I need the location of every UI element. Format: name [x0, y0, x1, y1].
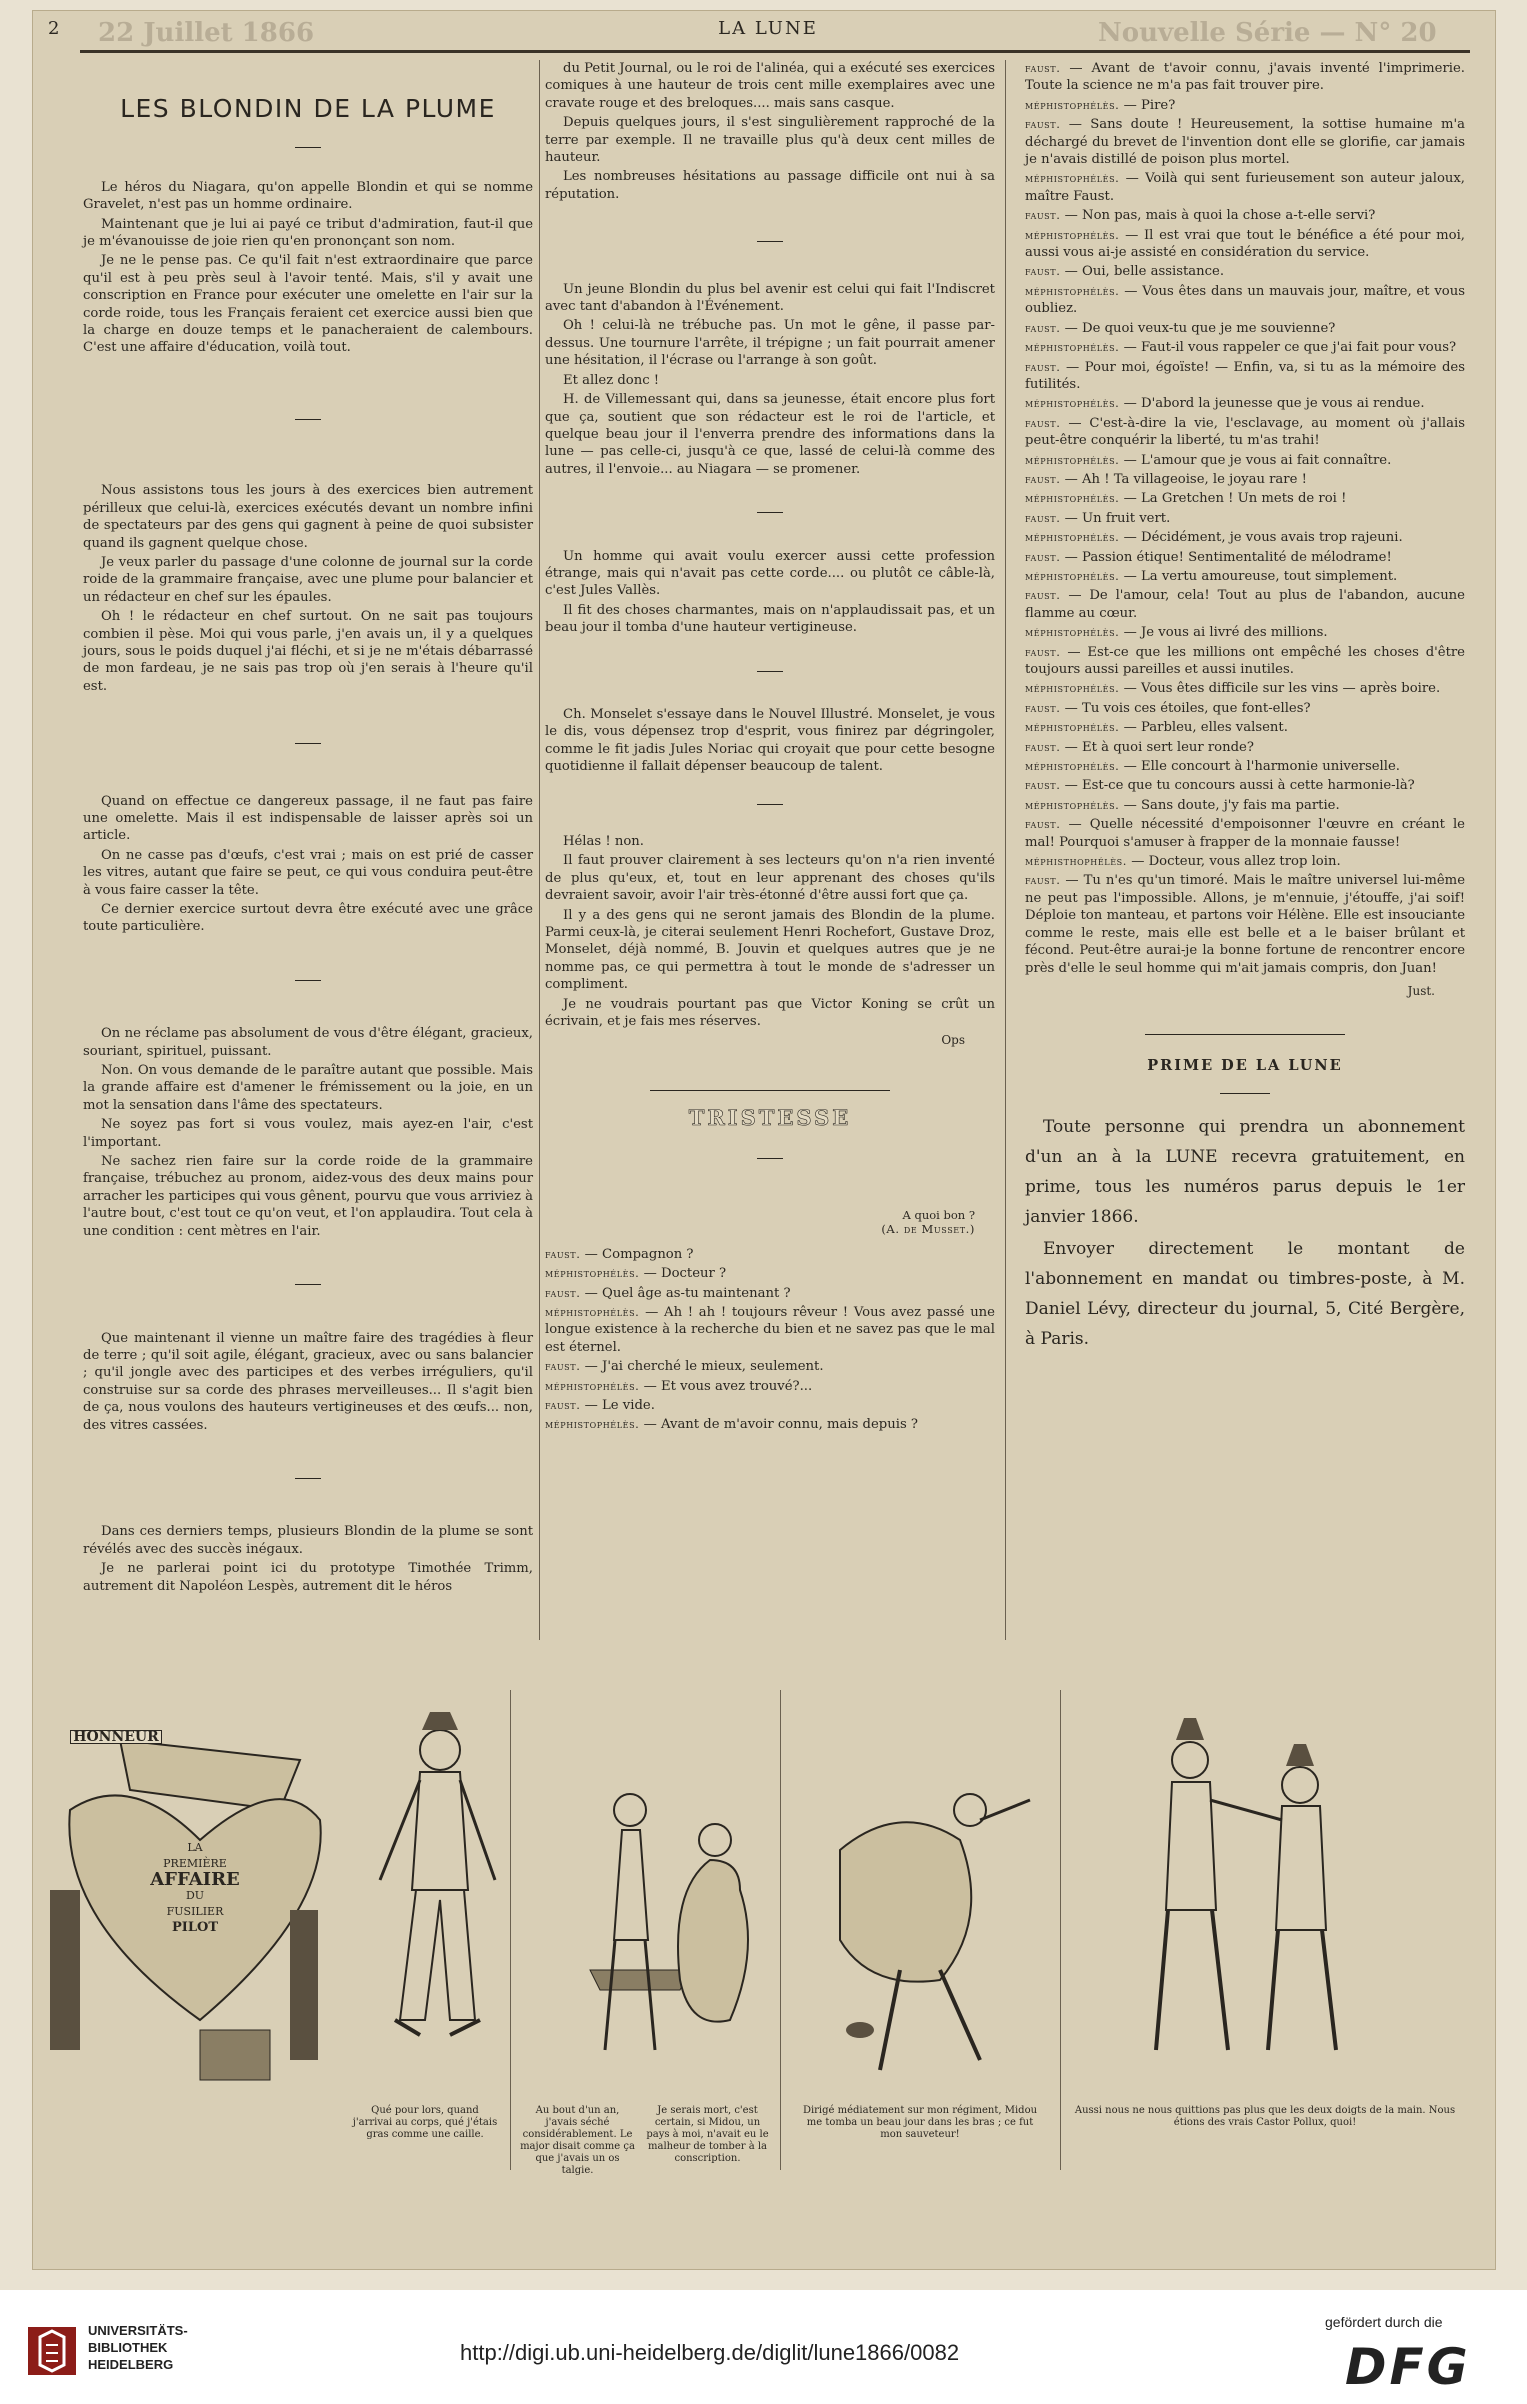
dialogue-line — [1025, 320, 1465, 337]
dialogue-line — [1025, 207, 1465, 224]
paragraph: Depuis quelques jours, il s'est singulièrement rapproché de la terre par exemple. Il ne travaille plus qu'à deux cent milles de hauteur. — [545, 115, 995, 166]
paragraph: Je ne parlerai point ici du prototype Timothée Trimm, autrement dit Napoléon Lespès, autrement dit le héros — [83, 1561, 533, 1594]
dialogue-text: — Ah ! ah ! toujours rêveur ! Vous avez passé une longue existence à la recherche du bien et ne savez pas que le mal est éternel. — [545, 1304, 995, 1355]
dialogue-line — [1025, 549, 1465, 566]
dialogue-text: — Sans doute ! Heureusement, la sottise humaine m'a déchargé du brevet de l'invention dont elle se glorifie, car jamais je n'avais distillé de poison plus mortel. — [1025, 117, 1465, 168]
paragraph: Un jeune Blondin du plus bel avenir est celui qui fait l'Indiscret avec tant d'abandon à l'Événement. — [545, 281, 995, 315]
funding-note: gefördert durch die — [1325, 2314, 1443, 2330]
paragraph: Je ne le pense pas. Ce qu'il fait n'est extraordinaire que parce qu'il est à peu près seul à l'avoir tenté. Mais, s'il y avait une conscription en France pour exécuter une omelette en l'air sur la corde roide, tous les Français feraient cet exercice aussi bien que la charge en douze temps et le panacheraient de calembours. C'est une affaire d'éducation, voilà tout. — [83, 253, 533, 356]
signature: Just. — [1407, 983, 1435, 998]
dialogue-text: — Sans doute, j'y fais ma partie. — [1123, 797, 1340, 813]
paragraph: Je veux parler du passage d'une colonne de journal sur la corde roide de la grammaire française, avec une plume pour balancier et un rédacteur en chef sur les épaules. — [83, 554, 533, 605]
article-title: LES BLONDIN DE LA PLUME — [120, 94, 496, 123]
university-seal-icon — [26, 2325, 78, 2377]
heart-line: PREMIÈRE — [163, 1857, 227, 1870]
speaker-name: faust. — [1025, 471, 1061, 486]
paragraph: Les nombreuses hésitations au passage difficile ont nui à sa réputation. — [545, 169, 995, 202]
dialogue-line — [1025, 490, 1465, 507]
speaker-name: faust. — [1025, 61, 1061, 75]
section-separator — [83, 139, 533, 156]
speaker-name: faust. — [1025, 700, 1061, 715]
column-2 — [545, 60, 995, 1436]
heart-inscription — [110, 1840, 280, 1936]
cartoon-panel-2 — [510, 1690, 781, 2176]
speaker-name: méphistophélès. — [545, 1417, 640, 1432]
speaker-name: méphistophélès. — [1025, 283, 1120, 298]
cartoon-caption: Qué pour lors, quand j'arrivai au corps, qué j'étais gras comme une caille. — [352, 2105, 498, 2140]
dialogue-line — [1025, 170, 1465, 205]
dialogue-line — [1025, 624, 1465, 641]
dialogue-text: — Avant de m'avoir connu, mais depuis ? — [643, 1417, 918, 1433]
speaker-name: méphistophélès. — [1025, 759, 1120, 774]
dialogue-line — [1025, 700, 1465, 717]
dialogue-text: — J'ai cherché le mieux, seulement. — [584, 1359, 824, 1375]
paragraph: On ne casse pas d'œufs, c'est vrai ; mais on est prié de casser les vitres, autant que faire se peut, ce qui vous conduira peut-être à vous faire casser la tête. — [83, 847, 533, 898]
speaker-name: méphistophélès. — [1025, 681, 1120, 696]
paragraph: Il fit des choses charmantes, mais on n'applaudissait pas, et un beau jour il tomba d'une hauteur vertigineuse. — [545, 602, 995, 636]
speaker-name: faust. — [545, 1397, 581, 1412]
speaker-name: méphistophélès. — [1025, 452, 1120, 467]
speaker-name: faust. — [545, 1246, 581, 1261]
dialogue-line — [1025, 60, 1465, 95]
university-name — [88, 2322, 188, 2373]
paragraph: On ne réclame pas absolument de vous d'être élégant, gracieux, souriant, spirituel, puissant. — [83, 1026, 533, 1059]
dialogue-text: — Quel âge as-tu maintenant ? — [584, 1285, 791, 1301]
cartoon-panel-4 — [1060, 1690, 1470, 2170]
dialogue-line — [545, 1265, 995, 1282]
two-soldiers-illustration — [1060, 1690, 1470, 2170]
dialogue-line — [1025, 568, 1465, 585]
dialogue-text: — Docteur, vous allez trop loin. — [1131, 854, 1341, 870]
title-rule — [1220, 1093, 1270, 1094]
paragraph: Quand on effectue ce dangereux passage, il ne faut pas faire une omelette. Mais il est indispensable de laisser après soi un article. — [83, 793, 533, 844]
section-separator — [83, 972, 533, 989]
speaker-name: faust. — [1025, 415, 1061, 430]
cartoon-panel-3 — [780, 1690, 1061, 2170]
speaker-name: faust. — [1025, 117, 1061, 132]
section-separator — [545, 796, 995, 813]
dialogue-text: — Parbleu, elles valsent. — [1123, 720, 1288, 736]
page-number: 2 — [48, 18, 60, 39]
dialogue-line — [1025, 719, 1465, 736]
dialogue-text: — La vertu amoureuse, tout simplement. — [1123, 568, 1398, 584]
dialogue-text: — Vous êtes difficile sur les vins — après boire. — [1123, 681, 1441, 697]
dialogue-text: — Ah ! Ta villageoise, le joyau rare ! — [1064, 471, 1307, 487]
dialogue-line — [545, 1304, 995, 1356]
speaker-name: faust. — [1025, 359, 1061, 374]
speaker-name: faust. — [1025, 549, 1061, 564]
dialogue-line — [1025, 510, 1465, 527]
honneur-banner: HONNEUR — [70, 1730, 162, 1744]
dialogue-text: — Décidément, je vous avais trop rajeuni. — [1123, 530, 1403, 546]
prime-title: PRIME DE LA LUNE — [1147, 1057, 1343, 1075]
column-1 — [83, 60, 533, 1597]
dialogue-text: — Et vous avez trouvé?... — [643, 1378, 813, 1394]
paragraph: Hélas ! non. — [563, 834, 644, 849]
section-separator — [83, 735, 533, 752]
speaker-name: méphistophélès. — [1025, 491, 1120, 506]
paragraph: Que maintenant il vienne un maître faire des tragédies à fleur de terre ; qu'il soit agile, élégant, gracieux, avec ou sans balancier ; qu'il jongle avec des participes et des verbes irréguliers, qu'il construise sur sa corde des phrases merveilleuses... Il s'agit bien de ça, nous voulons des hauteurs vertigineuses et des œufs... non, des vitres cassées. — [83, 1330, 533, 1433]
dialogue-line — [545, 1416, 995, 1433]
heart-line: LA — [187, 1841, 203, 1854]
prime-paragraph: Toute personne qui prendra un abonnement d'un an à la LUNE recevra gratuitement, en prime, tous les numéros parus depuis le 1er janvier 1866. — [1025, 1116, 1465, 1227]
dialogue-line — [1025, 283, 1465, 318]
heart-line: DU — [185, 1889, 205, 1902]
dialogue-text: — Je vous ai livré des millions. — [1123, 625, 1328, 641]
carrying-soldier-illustration — [780, 1690, 1060, 2170]
paragraph: Je ne voudrais pourtant pas que Victor Koning se crût un écrivain, et je fais mes réserves. — [545, 996, 995, 1030]
dialogue-text: — L'amour que je vous ai fait connaître. — [1123, 452, 1392, 468]
paragraph: Un homme qui avait voulu exercer aussi cette profession étrange, mais qui n'avait pas cette corde.... ou plutôt ce câble-là, c'est Jules Vallès. — [545, 548, 995, 599]
dialogue-line — [1025, 872, 1465, 976]
paragraph: Et allez donc ! — [563, 372, 660, 388]
paragraph: Ce dernier exercice surtout devra être exécuté avec une grâce toute particulière. — [83, 902, 533, 935]
dialogue-line — [1025, 452, 1465, 469]
speaker-name: faust. — [1025, 817, 1061, 832]
article-title: TRISTESSE — [688, 1104, 852, 1130]
column-3 — [1025, 60, 1465, 1356]
speaker-name: méphistophélès. — [1025, 340, 1120, 355]
dialogue-line — [1025, 644, 1465, 679]
speaker-name: faust. — [1025, 510, 1061, 525]
dialogue-line — [1025, 758, 1465, 775]
speaker-name: méphistophélès. — [545, 1378, 640, 1393]
signature: Ops — [941, 1033, 965, 1048]
masthead-rule — [80, 50, 1470, 53]
section-separator — [83, 411, 533, 428]
paragraph: Maintenant que je lui ai payé ce tribut d'admiration, faut-il que je m'évanouisse de joie rien qu'en prononçant son nom. — [83, 216, 533, 250]
speaker-name: méphistophélès. — [1025, 97, 1120, 112]
cartoon-panel-1 — [50, 1690, 511, 2170]
dialogue-line — [1025, 587, 1465, 622]
paragraph: Oh ! le rédacteur en chef surtout. On ne sait pas toujours combien il pèse. Moi qui vous parle, j'en avais un, il y a quelques jours, sous le poids duquel j'ai fléchi, et si je ne m'étais débarrassé de mon fardeau, je ne sais pas trop où j'en serais à l'heure qu'il est. — [83, 609, 533, 694]
cartoon-caption: Aussi nous ne nous quittions pas plus que les deux doigts de la main. Nous étions des vrais Castor Pollux, quoi! — [1074, 2105, 1456, 2128]
section-separator — [545, 233, 995, 250]
dialogue — [1025, 60, 1465, 977]
speaker-name: faust. — [1025, 644, 1061, 659]
dialogue-text: — Quelle nécessité d'empoisonner l'œuvre en créant le mal! Pourquoi s'amuser à frapper de la monnaie fausse! — [1025, 817, 1465, 850]
dialogue-line — [545, 1378, 995, 1395]
heart-line: PILOT — [172, 1920, 218, 1935]
speaker-name: faust. — [1025, 264, 1061, 279]
dialogue-line — [1025, 471, 1465, 488]
prime-paragraph: Envoyer directement le montant de l'abonnement en mandat ou timbres-poste, à M. Daniel Lévy, directeur du journal, 5, Cité Bergère, à Paris. — [1025, 1238, 1465, 1349]
dialogue-text: — De l'amour, cela! Tout au plus de l'abandon, aucune flamme au cœur. — [1025, 588, 1465, 621]
show-through-date: 22 Juillet 1866 — [98, 18, 315, 48]
speaker-name: faust. — [1025, 739, 1061, 754]
speaker-name: faust. — [1025, 873, 1061, 888]
dialogue-text: — Voilà qui sent furieusement son auteur jaloux, maître Faust. — [1025, 171, 1466, 204]
dialogue-text: — Tu n'es qu'un timoré. Mais le maître universel lui-même ne peut pas l'impossible. Allons, je m'ennuie, j'étouffe, j'ai soif! Déploie ton manteau, et partons voir Hélène. Elle est insouciante comme le reste, mais elle est belle et a le baiser brûlant et fécond. Peut-être aurai-je la bonne fortune de rencontrer encore près d'elle le seul homme qui m'ait jamais compris, don Juan! — [1025, 873, 1465, 976]
dialogue-line — [1025, 415, 1465, 450]
dialogue-text: — Pour moi, égoïste! — Enfin, va, si tu as la mémoire des futilités. — [1025, 359, 1465, 392]
epigraph — [545, 1208, 975, 1236]
dialogue-text: — D'abord la jeunesse que je vous ai rendue. — [1123, 396, 1425, 412]
speaker-name: méphistophélès. — [1025, 227, 1120, 242]
dialogue-line — [1025, 739, 1465, 756]
dialogue-text: — Et à quoi sert leur ronde? — [1064, 739, 1254, 755]
epigraph-line: A quoi bon ? — [902, 1207, 975, 1222]
column-divider — [1005, 60, 1006, 1640]
speaker-name: faust. — [545, 1359, 581, 1374]
dialogue-line — [1025, 339, 1465, 356]
section-separator — [545, 663, 995, 680]
dialogue-line — [1025, 853, 1465, 870]
speaker-name: faust. — [1025, 588, 1061, 603]
paragraph: Nous assistons tous les jours à des exercices bien autrement périlleux que celui-là, exercices exécutés devant un nombre infini de spectateurs par des gens qui gagnent à peine de quoi subsister quand ils gagnent quelque chose. — [83, 483, 533, 551]
university-line: HEIDELBERG — [88, 2357, 174, 2372]
show-through-issue: Nouvelle Série — N° 20 — [1098, 18, 1437, 48]
heart-line: AFFAIRE — [150, 1869, 240, 1890]
dialogue-text: — C'est-à-dire la vie, l'esclavage, au moment où j'allais peut-être conquérir la liberté, tu m'as trahi! — [1025, 415, 1465, 449]
section-separator — [83, 1470, 533, 1487]
dialogue-text: — De quoi veux-tu que je me souvienne? — [1064, 320, 1336, 336]
dialogue-line — [1025, 263, 1465, 280]
paragraph: Ne sachez rien faire sur la corde roide de la grammaire française, trébuchez au pronom, aidez-vous des deux mains pour arracher les participes qui vous gênent, pourvu que vous arriviez à l'autre bout, c'est tout ce qu'on veut, et l'on applaudira. Tout cela à une condition : cent mètres en l'air. — [83, 1154, 533, 1239]
dialogue-line — [1025, 116, 1465, 168]
article-rule — [650, 1090, 890, 1091]
cartoon-caption: Au bout d'un an, j'avais séché considérablement. Le major disait comme ça que j'avais un os talgie. — [520, 2105, 635, 2176]
paragraph: Non. On vous demande de le paraître autant que possible. Mais la grande affaire est d'amener le frémissement ou la joie, en un mot la sensation dans l'âme des spectateurs. — [83, 1063, 533, 1113]
cartoon-strip — [50, 1690, 1470, 2176]
speaker-name: méphistophélès. — [1025, 530, 1120, 545]
masthead — [48, 18, 1478, 46]
dialogue-text: — Oui, belle assistance. — [1064, 264, 1225, 280]
paragraph: H. de Villemessant qui, dans sa jeunesse, était encore plus fort que ça, soutient que son rédacteur est le roi de l'article, et quelque beau jour il l'enverra prendre des informations dans la lune — pas celle-ci, jusqu'à ce que, lassé de celui-là comme des autres, il l'envoie... au Niagara — se promener. — [545, 392, 995, 477]
dialogue-text: — Non pas, mais à quoi la chose a-t-elle servi? — [1064, 208, 1376, 224]
speaker-name: méphistophélès. — [1025, 396, 1120, 411]
speaker-name: méphistophélès. — [545, 1266, 640, 1281]
dialogue-line — [1025, 97, 1465, 114]
dialogue-text: — Pire? — [1123, 97, 1176, 113]
dialogue-line — [545, 1397, 995, 1414]
permalink-url[interactable]: http://digi.ub.uni-heidelberg.de/diglit/lune1866/0082 — [460, 2340, 960, 2365]
cartoon-caption: Dirigé médiatement sur mon régiment, Midou me tomba un beau jour dans les bras ; ce fut mon sauveteur! — [802, 2105, 1038, 2140]
paragraph: Ne soyez pas fort si vous voulez, mais ayez-en l'air, c'est l'important. — [83, 1117, 533, 1150]
dialogue-line — [1025, 797, 1465, 814]
dialogue-text: — La Gretchen ! Un mets de roi ! — [1123, 491, 1347, 507]
dialogue-line — [1025, 816, 1465, 851]
section-separator — [545, 1150, 995, 1167]
paragraph: Oh ! celui-là ne trébuche pas. Un mot le gêne, il passe par-dessus. Une tournure l'arrête, il trépigne ; un fait pourrait amener une hésitation, il l'écrase ou l'arrange à son goût. — [545, 318, 995, 369]
seated-soldier-illustration — [510, 1690, 780, 2170]
dialogue-text: — Passion étique! Sentimentalité de mélodrame! — [1064, 549, 1392, 565]
paragraph: Le héros du Niagara, qu'on appelle Blondin et qui se nomme Gravelet, n'est pas un homme ordinaire. — [83, 179, 533, 213]
speaker-name: faust. — [1025, 208, 1061, 223]
heart-line: FUSILIER — [166, 1905, 224, 1918]
dialogue-line — [1025, 777, 1465, 794]
cartoon-caption: Je serais mort, c'est certain, si Midou, un pays à moi, n'avait eu le malheur de tomber à la conscription. — [646, 2105, 769, 2164]
dialogue-line — [1025, 529, 1465, 546]
speaker-name: faust. — [545, 1285, 581, 1300]
university-line: UNIVERSITÄTS- — [88, 2323, 188, 2338]
dialogue-line — [545, 1358, 995, 1375]
dialogue-line — [1025, 395, 1465, 412]
dialogue-text: — Le vide. — [584, 1397, 655, 1413]
paragraph: Ch. Monselet s'essaye dans le Nouvel Illustré. Monselet, je vous le dis, vous dépensez trop d'esprit, vous finirez par dégringoler, comme le fit jadis Jules Noriac qui croyait que pour cette besogne quotidienne il fallait dépenser beaucoup de talent. — [545, 706, 995, 775]
dialogue-text: — Avant de t'avoir connu, j'avais inventé l'imprimerie. Toute la science ne m'a pas fait trouver pire. — [1025, 61, 1465, 94]
speaker-name: méphistophélès. — [1025, 625, 1120, 640]
dialogue-line — [1025, 227, 1465, 262]
dialogue-text: — Vous êtes dans un mauvais jour, maître, et vous oubliez. — [1025, 283, 1465, 317]
newspaper-title: LA LUNE — [718, 18, 818, 39]
dfg-logo: DFG — [1345, 2338, 1471, 2396]
speaker-name: méphistophélès. — [1025, 568, 1120, 583]
paragraph: Il faut prouver clairement à ses lecteurs qu'on n'a rien inventé de plus qu'eux, et, tout en leur apprenant des choses qu'ils devraient savoir, avoir l'air très-étonné d'être aussi fort que ça. — [545, 853, 995, 904]
prime-notice — [1025, 1112, 1465, 1354]
section-separator — [83, 1276, 533, 1293]
paragraph: Il y a des gens qui ne seront jamais des Blondin de la plume. Parmi ceux-là, je citerai seulement Henri Rochefort, Gustave Droz, Monselet, déjà nommé, B. Jouvin et quelques autres que je ne nomme pas, ce qui permettra à tout le monde de s'adresser un compliment. — [545, 907, 995, 993]
dialogue-text: — Un fruit vert. — [1064, 510, 1171, 526]
paragraph: Dans ces derniers temps, plusieurs Blondin de la plume se sont révélés avec des succès inégaux. — [83, 1524, 533, 1557]
column-divider — [539, 60, 540, 1640]
speaker-name: méphistophélès. — [545, 1304, 640, 1319]
section-separator — [545, 504, 995, 521]
speaker-name: méphistophélès. — [1025, 171, 1120, 186]
speaker-name: méphisthophélès. — [1025, 854, 1127, 869]
dialogue-text: — Est-ce que tu concours aussi à cette harmonie-là? — [1064, 778, 1415, 794]
dialogue-line — [1025, 359, 1465, 394]
epigraph-author: (A. de Musset.) — [881, 1221, 975, 1236]
dialogue-text: — Compagnon ? — [584, 1246, 694, 1262]
dialogue-text: — Faut-il vous rappeler ce que j'ai fait pour vous? — [1123, 340, 1457, 356]
university-line: BIBLIOTHEK — [88, 2340, 168, 2355]
dialogue — [545, 1246, 995, 1434]
dialogue-line — [1025, 680, 1465, 697]
dialogue-text: — Tu vois ces étoiles, que font-elles? — [1064, 700, 1311, 716]
dialogue-text: — Est-ce que les millions ont empêché les choses d'être toujours aussi pareilles et aussi inutiles. — [1025, 644, 1465, 677]
article-rule — [1145, 1034, 1345, 1035]
speaker-name: faust. — [1025, 320, 1061, 335]
dialogue-line — [545, 1285, 995, 1302]
speaker-name: faust. — [1025, 778, 1061, 793]
dialogue-text: — Elle concourt à l'harmonie universelle. — [1123, 759, 1400, 775]
paragraph: du Petit Journal, ou le roi de l'alinéa, qui a exécuté ses exercices comiques à une hauteur de trois cent mille exemplaires avec une cravate rouge et des breloques.... mais sans casque. — [545, 61, 995, 111]
speaker-name: méphistophélès. — [1025, 720, 1120, 735]
speaker-name: méphistophélès. — [1025, 797, 1120, 812]
dialogue-line — [545, 1246, 995, 1263]
dialogue-text: — Docteur ? — [643, 1266, 727, 1282]
dialogue-text: — Il est vrai que tout le bénéfice a été pour moi, aussi vous ai-je assisté en considération du service. — [1025, 227, 1465, 261]
